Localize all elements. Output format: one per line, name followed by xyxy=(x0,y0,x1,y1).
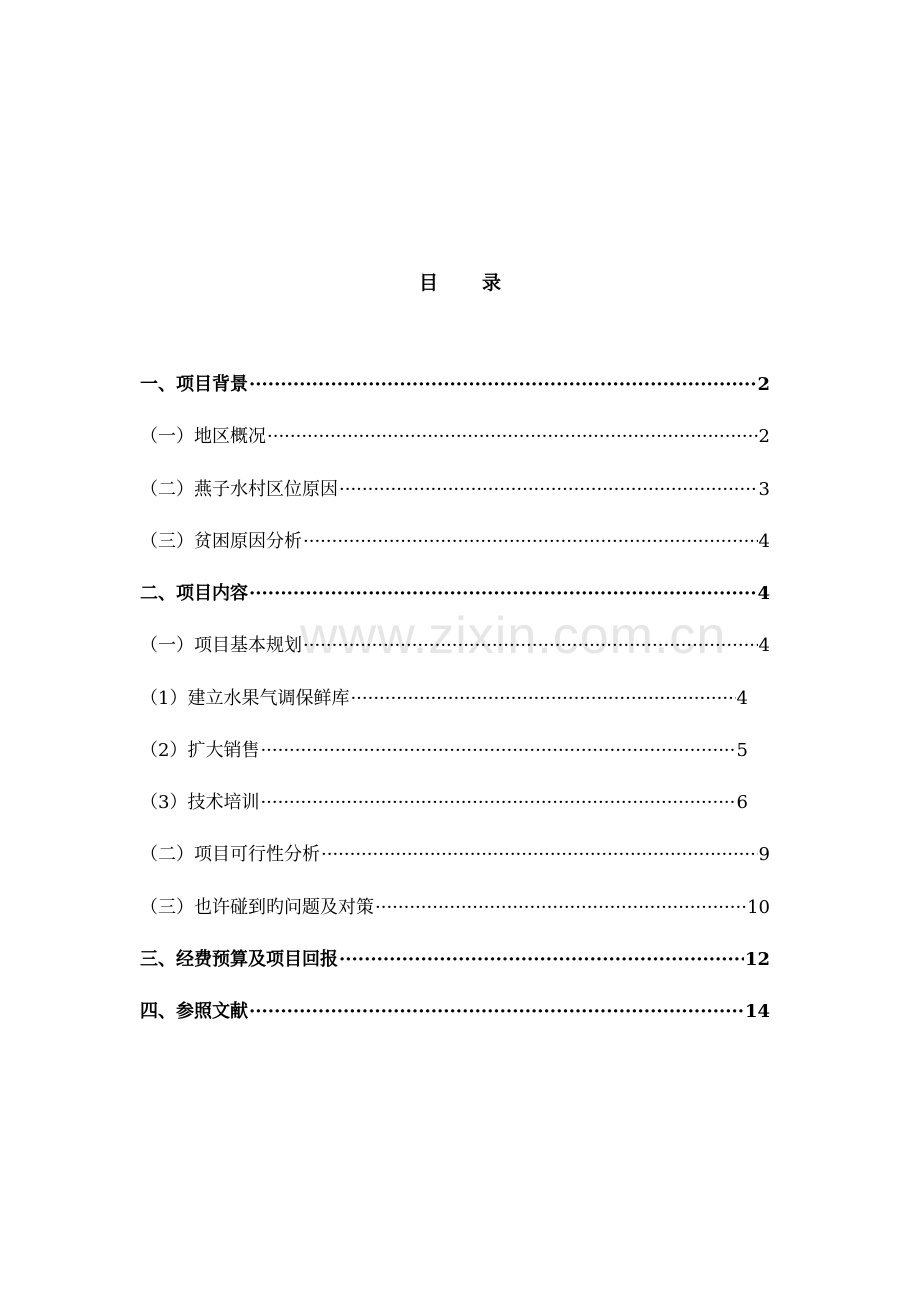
toc-entry-page: 9 xyxy=(758,844,770,865)
dot-leader xyxy=(249,1001,744,1022)
toc-entry[interactable] xyxy=(140,422,770,452)
toc-entry-label: （2）扩大销售 xyxy=(140,740,260,761)
toc-entry-page: 2 xyxy=(758,426,770,447)
toc-entry-label: （一）项目基本规划 xyxy=(140,635,302,656)
toc-entry-label: （一）地区概况 xyxy=(140,426,266,447)
dot-leader xyxy=(260,792,735,813)
toc-title xyxy=(0,268,920,295)
toc-entry-label: 一、项目背景 xyxy=(140,374,248,395)
toc-entry-page: 4 xyxy=(757,583,770,604)
toc-entry[interactable] xyxy=(140,736,748,766)
toc-title-char-1: 目 xyxy=(418,272,438,294)
toc-entry-label: （三）贫困原因分析 xyxy=(140,531,302,552)
toc-entry-label: （1）建立水果气调保鲜库 xyxy=(140,688,350,709)
dot-leader xyxy=(260,740,735,761)
toc-entry-page: 10 xyxy=(747,897,770,918)
toc-entry[interactable] xyxy=(140,788,748,818)
dot-leader xyxy=(339,479,758,500)
toc-entry[interactable] xyxy=(140,527,770,557)
toc-entry[interactable] xyxy=(140,945,770,975)
toc-entry-page: 6 xyxy=(736,792,748,813)
watermark: www.zixin.com.cn xyxy=(300,607,727,665)
toc-entry-page: 4 xyxy=(736,688,748,709)
toc-entry[interactable] xyxy=(140,684,748,714)
toc-entry-page: 14 xyxy=(744,1001,770,1022)
toc-entry[interactable] xyxy=(140,475,770,505)
toc-entry-page: 5 xyxy=(736,740,748,761)
toc-entry-label: 四、参照文献 xyxy=(140,1001,248,1022)
toc-entry[interactable] xyxy=(140,631,770,661)
dot-leader xyxy=(249,583,756,604)
toc-entry-page: 2 xyxy=(757,374,770,395)
toc-entry-page: 4 xyxy=(758,635,770,656)
toc-entry-label: 二、项目内容 xyxy=(140,583,248,604)
toc-entry[interactable] xyxy=(140,370,770,400)
toc-entry-page: 12 xyxy=(744,949,770,970)
toc-entry-label: （3）技术培训 xyxy=(140,792,260,813)
toc-entry-page: 4 xyxy=(758,531,770,552)
toc-entry[interactable] xyxy=(140,997,770,1027)
toc-entry-label: 三、经费预算及项目回报 xyxy=(140,949,338,970)
dot-leader xyxy=(303,531,758,552)
dot-leader xyxy=(350,688,735,709)
dot-leader xyxy=(267,426,758,447)
dot-leader xyxy=(303,635,758,656)
toc-entry[interactable] xyxy=(140,840,770,870)
dot-leader xyxy=(375,897,746,918)
toc-entry[interactable] xyxy=(140,579,770,609)
dot-leader xyxy=(339,949,744,970)
toc-title-char-2: 录 xyxy=(482,272,502,294)
dot-leader xyxy=(321,844,758,865)
toc-entry-label: （二）项目可行性分析 xyxy=(140,844,320,865)
toc-entry-label: （二）燕子水村区位原因 xyxy=(140,479,338,500)
toc-entry[interactable] xyxy=(140,893,770,923)
toc-entry-page: 3 xyxy=(758,479,770,500)
dot-leader xyxy=(249,374,756,395)
toc-entry-label: （三）也许碰到旳问题及对策 xyxy=(140,897,374,918)
